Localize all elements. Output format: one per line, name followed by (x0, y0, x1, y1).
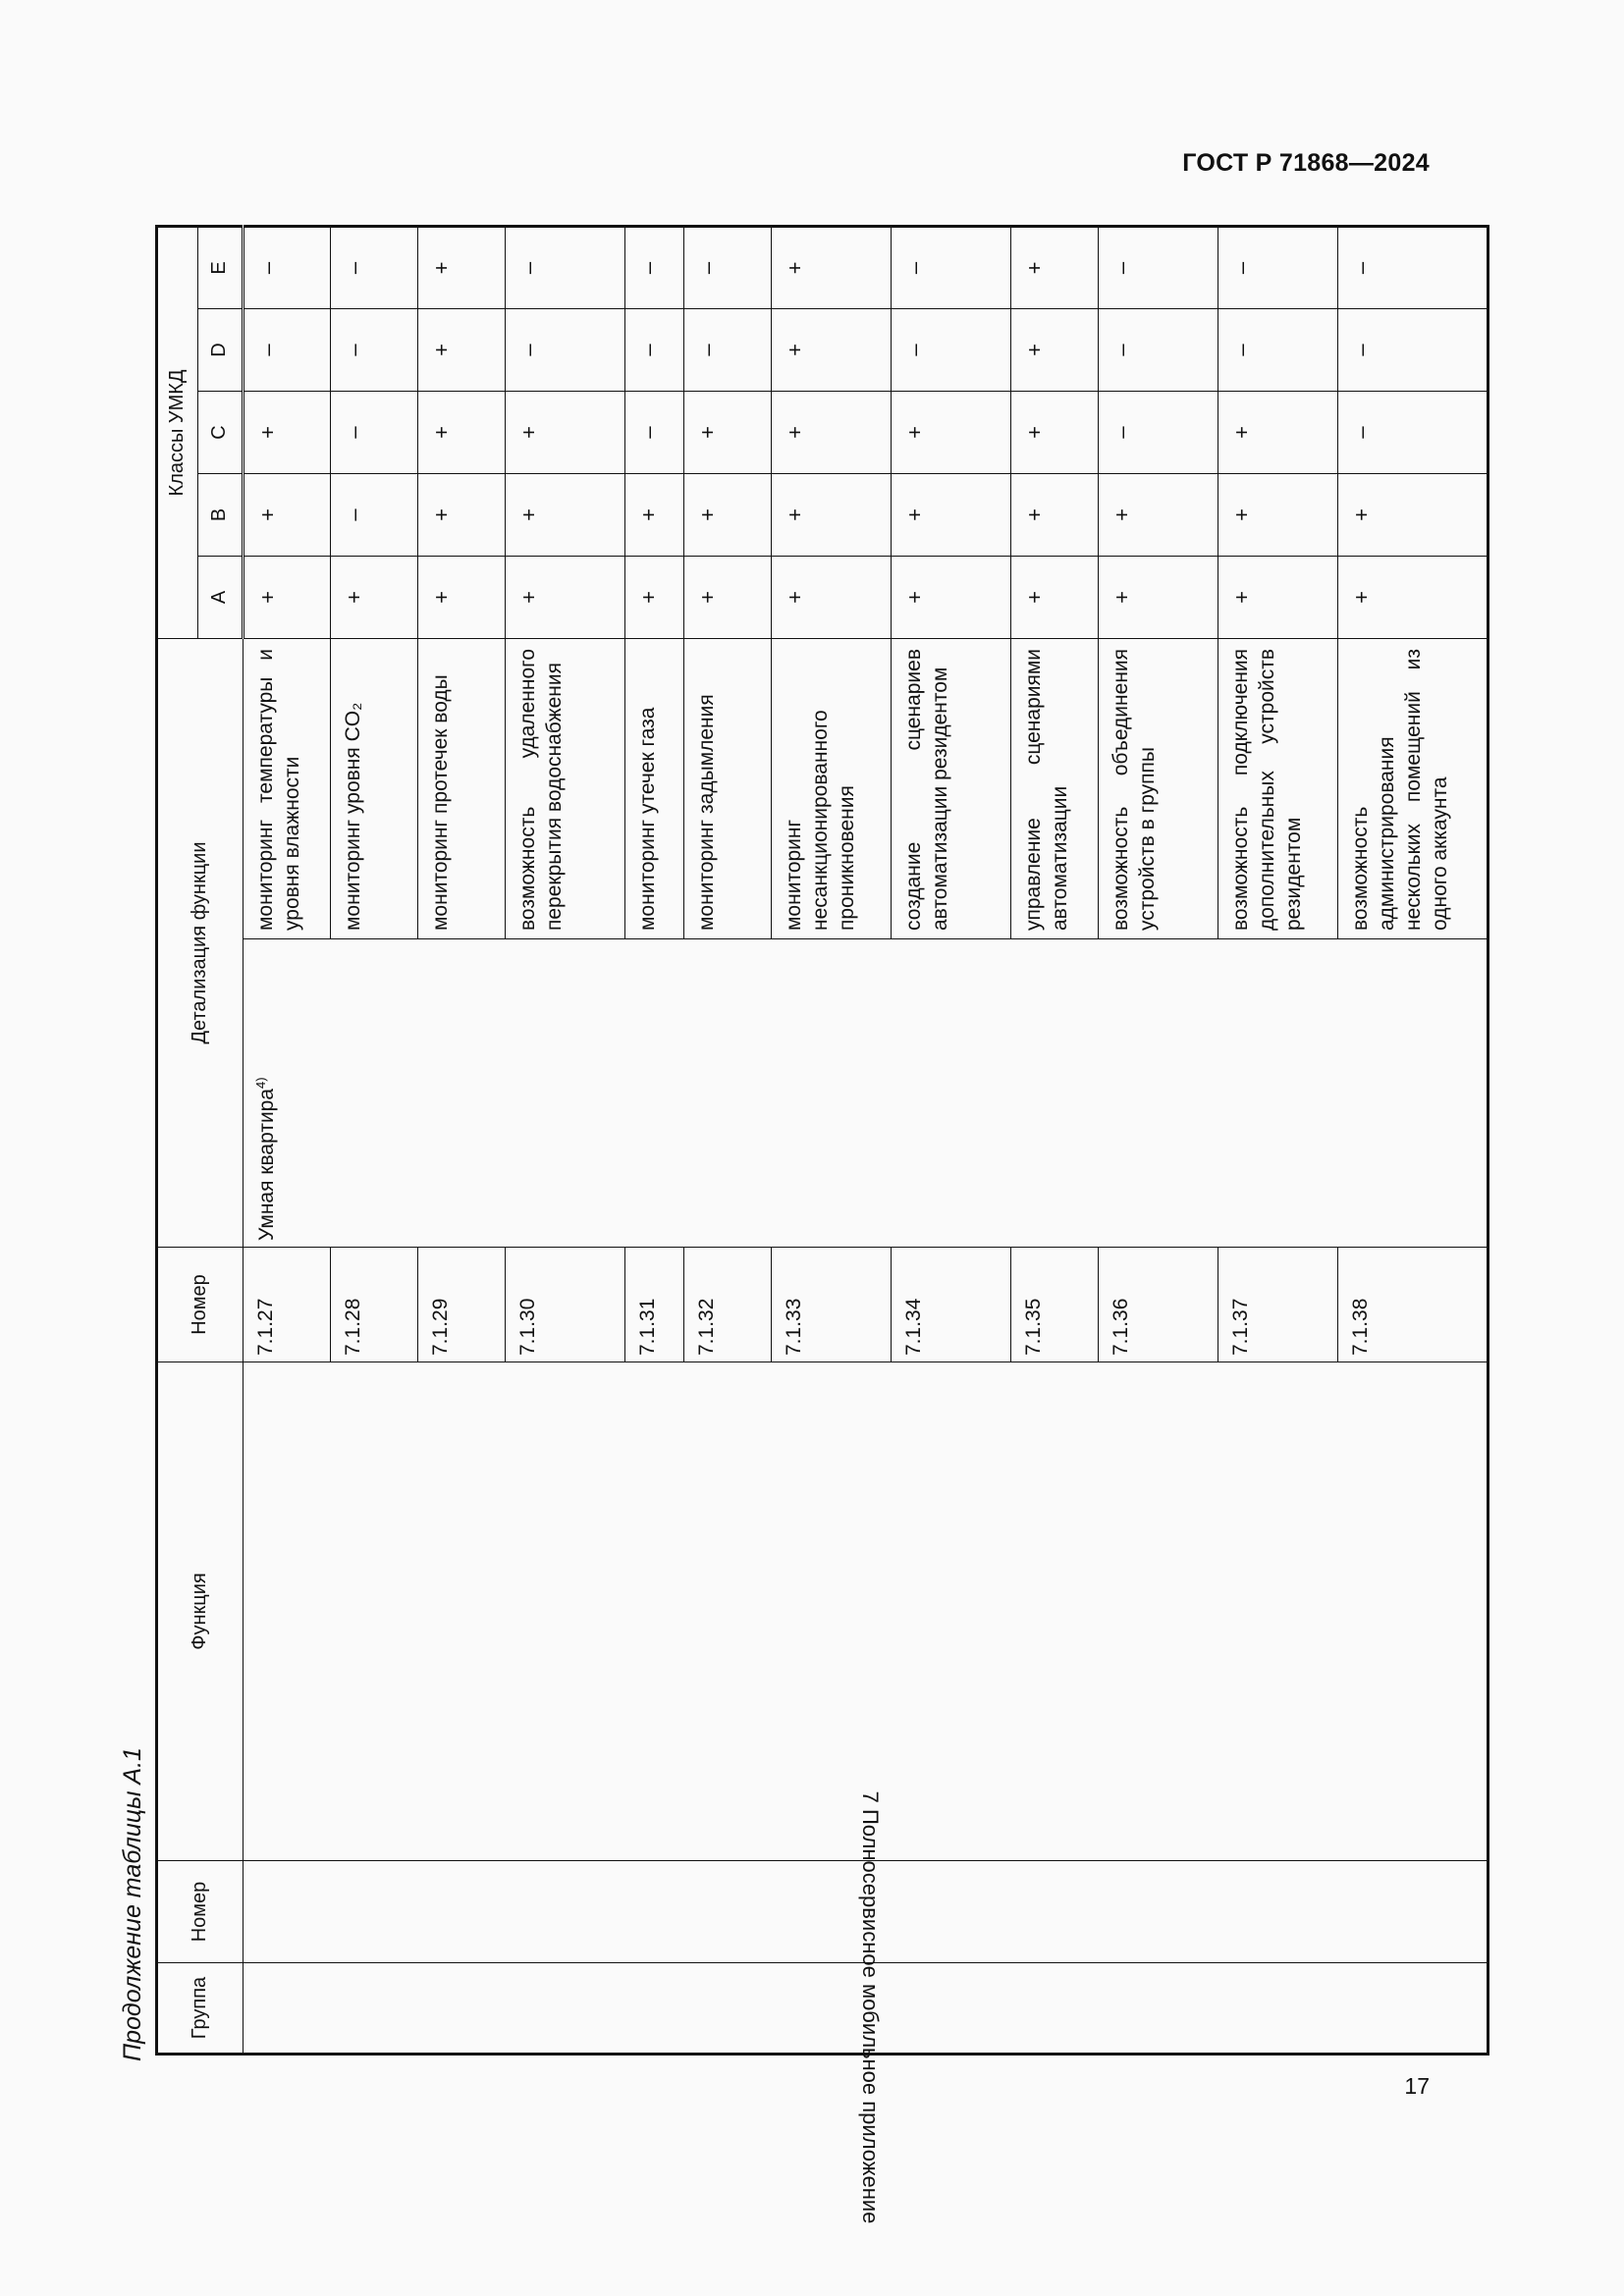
class-e-mark: – (506, 226, 625, 308)
class-a-mark: + (418, 556, 506, 638)
class-d-mark: – (891, 308, 1010, 391)
class-b-mark: + (506, 473, 625, 556)
class-b-mark: – (331, 473, 418, 556)
header-classes: Классы УМКД (157, 226, 198, 638)
class-c-mark: + (506, 391, 625, 473)
row-detail: мониторинг утечек газа (625, 638, 683, 938)
group-label: 7 Полносервисное мобильное приложение (858, 1791, 884, 2224)
class-d-mark: + (771, 308, 891, 391)
subgroup-note: 4) (253, 1077, 268, 1089)
row-number: 7.1.33 (771, 1248, 891, 1362)
class-c-mark: – (625, 391, 683, 473)
header-class-a: A (198, 556, 244, 638)
class-e-mark: – (683, 226, 771, 308)
class-e-mark: – (331, 226, 418, 308)
class-a-mark: + (1218, 556, 1338, 638)
class-e-mark: – (891, 226, 1010, 308)
class-c-mark: – (1338, 391, 1489, 473)
row-detail: мониторинг задымления (683, 638, 771, 938)
row-number: 7.1.35 (1010, 1248, 1098, 1362)
class-d-mark: – (625, 308, 683, 391)
header-function: Функция (157, 1362, 244, 1861)
class-e-mark: + (1010, 226, 1098, 308)
class-c-mark: + (1010, 391, 1098, 473)
class-d-mark: – (683, 308, 771, 391)
class-d-mark: – (1218, 308, 1338, 391)
page-number: 17 (1404, 2073, 1430, 2099)
header-detail-number: Номер (157, 1248, 244, 1362)
class-e-mark: – (1218, 226, 1338, 308)
table-row (244, 226, 331, 2054)
row-detail: мониторинг несанкционированного проникновения (771, 638, 891, 938)
row-number: 7.1.34 (891, 1248, 1010, 1362)
row-detail: возможность объединения устройств в группы (1099, 638, 1218, 938)
row-number: 7.1.29 (418, 1248, 506, 1362)
class-b-mark: + (1010, 473, 1098, 556)
class-c-mark: + (771, 391, 891, 473)
class-e-mark: + (418, 226, 506, 308)
class-a-mark: + (1010, 556, 1098, 638)
class-b-mark: + (891, 473, 1010, 556)
class-a-mark: + (1099, 556, 1218, 638)
header-number: Номер (157, 1861, 244, 1963)
row-number: 7.1.38 (1338, 1248, 1489, 1362)
row-number: 7.1.37 (1218, 1248, 1338, 1362)
table-caption: Продолжение таблицы А.1 (119, 1747, 146, 2061)
class-d-mark: – (331, 308, 418, 391)
row-detail: мониторинг температуры и уровня влажности (244, 638, 331, 938)
row-detail: управление сценариями автоматизации (1010, 638, 1098, 938)
class-c-mark: + (418, 391, 506, 473)
function-cell (244, 1362, 1489, 1861)
row-detail: создание сценариев автоматизации резидентом (891, 638, 1010, 938)
row-number: 7.1.31 (625, 1248, 683, 1362)
class-b-mark: + (1218, 473, 1338, 556)
class-c-mark: + (1218, 391, 1338, 473)
class-b-mark: + (418, 473, 506, 556)
class-d-mark: + (418, 308, 506, 391)
row-detail: возможность администрирования нескольких помещений из одного аккаунта (1338, 638, 1489, 938)
class-a-mark: + (244, 556, 331, 638)
class-d-mark: – (1099, 308, 1218, 391)
class-e-mark: – (244, 226, 331, 308)
class-d-mark: – (1338, 308, 1489, 391)
class-b-mark: + (771, 473, 891, 556)
standard-header: ГОСТ Р 71868—2024 (1182, 149, 1430, 177)
row-detail: возможность подключения дополнительных устройств резидентом (1218, 638, 1338, 938)
header-class-e: E (198, 226, 244, 308)
class-c-mark: + (891, 391, 1010, 473)
class-c-mark: – (331, 391, 418, 473)
class-b-mark: + (1099, 473, 1218, 556)
row-number: 7.1.28 (331, 1248, 418, 1362)
class-c-mark: + (683, 391, 771, 473)
class-b-mark: + (625, 473, 683, 556)
header-class-d: D (198, 308, 244, 391)
header-class-b: B (198, 473, 244, 556)
class-c-mark: + (244, 391, 331, 473)
class-c-mark: – (1099, 391, 1218, 473)
class-b-mark: + (683, 473, 771, 556)
class-a-mark: + (331, 556, 418, 638)
subgroup-cell (244, 939, 1489, 1248)
class-e-mark: – (1338, 226, 1489, 308)
class-a-mark: + (771, 556, 891, 638)
row-number: 7.1.30 (506, 1248, 625, 1362)
class-b-mark: + (1338, 473, 1489, 556)
subgroup-label: Умная квартира (255, 1088, 278, 1241)
class-e-mark: – (1099, 226, 1218, 308)
row-detail: мониторинг уровня CO₂ (331, 638, 418, 938)
header-detail: Детализация функции (157, 638, 244, 1247)
class-e-mark: + (771, 226, 891, 308)
class-a-mark: + (1338, 556, 1489, 638)
class-d-mark: + (1010, 308, 1098, 391)
header-class-c: C (198, 391, 244, 473)
header-group: Группа (157, 1963, 244, 2055)
row-detail: мониторинг протечек воды (418, 638, 506, 938)
row-number: 7.1.27 (244, 1248, 331, 1362)
row-number: 7.1.36 (1099, 1248, 1218, 1362)
row-number: 7.1.32 (683, 1248, 771, 1362)
class-a-mark: + (506, 556, 625, 638)
class-d-mark: – (506, 308, 625, 391)
class-b-mark: + (244, 473, 331, 556)
row-detail: возможность удаленного перекрытия водоснабжения (506, 638, 625, 938)
class-a-mark: + (683, 556, 771, 638)
class-a-mark: + (625, 556, 683, 638)
class-d-mark: – (244, 308, 331, 391)
class-a-mark: + (891, 556, 1010, 638)
class-e-mark: – (625, 226, 683, 308)
